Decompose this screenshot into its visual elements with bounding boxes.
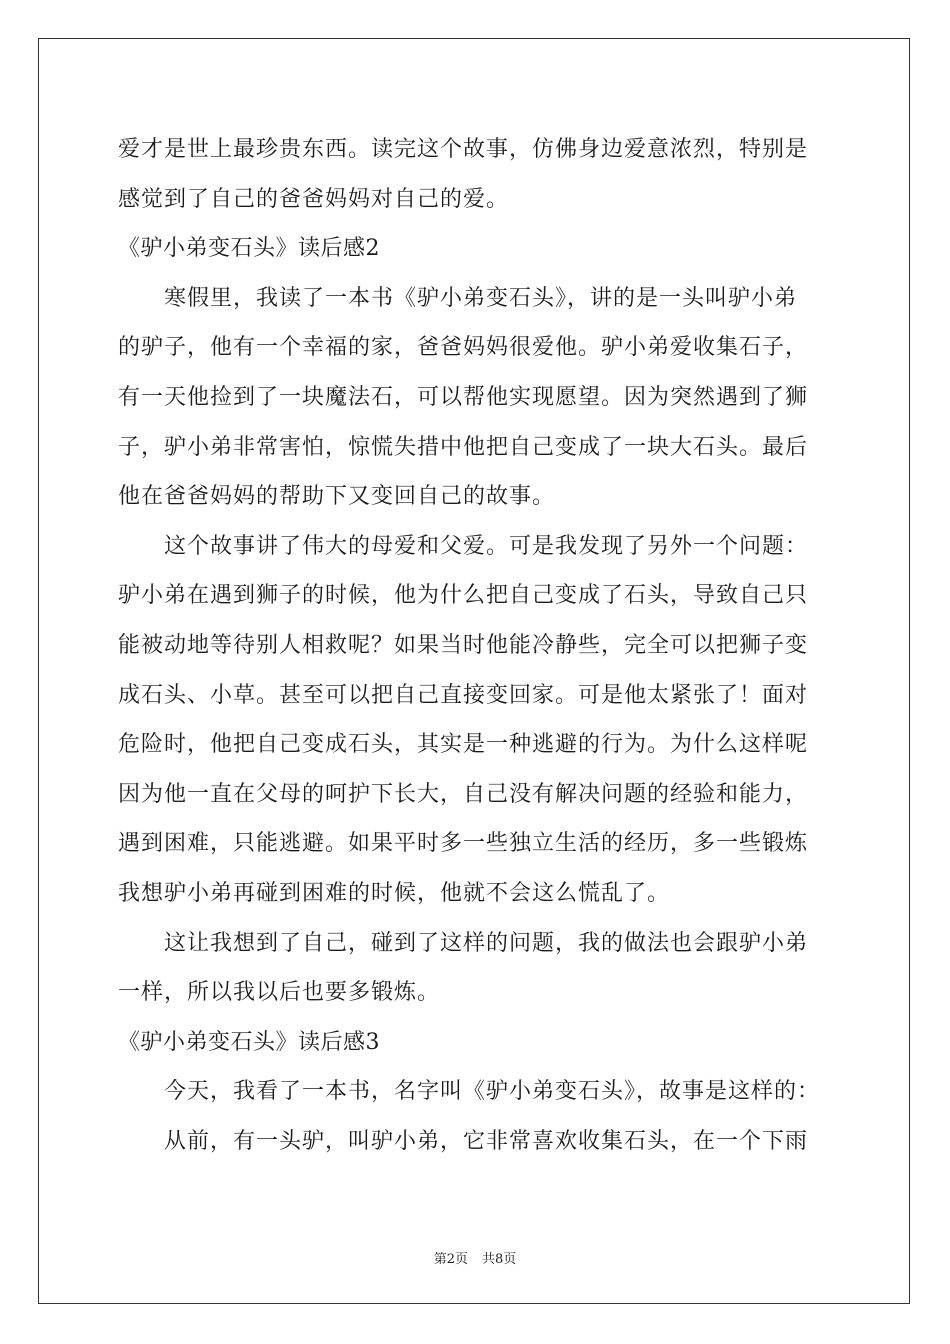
page-footer [0,1248,950,1267]
paragraph-line: 我想驴小弟再碰到困难的时候，他就不会这么慌乱了。 [118,880,671,906]
page-total: 共8页 [482,1252,517,1267]
paragraph-line: 寒假里，我读了一本书《驴小弟变石头》，讲的是一头叫驴小弟 [164,285,798,311]
paragraph-line: 一样，所以我以后也要多锻炼。 [118,980,441,1006]
paragraph-line: 这让我想到了自己，碰到了这样的问题，我的做法也会跟驴小弟 [164,930,809,956]
paragraph-line: 成石头、小草。甚至可以把自己直接变回家。可是他太紧张了！面对 [118,682,809,708]
paragraph-line: 今天，我看了一本书，名字叫《驴小弟变石头》，故事是这样的： [164,1079,821,1105]
document-body [118,125,834,1166]
section-heading: 《驴小弟变石头》读后感3 [118,1029,380,1055]
paragraph-line: 能被动地等待别人相救呢？如果当时他能冷静些，完全可以把狮子变 [118,632,809,658]
paragraph-line: 危险时，他把自己变成石头，其实是一种逃避的行为。为什么这样呢 [118,732,809,758]
paragraph-line: 感觉到了自己的爸爸妈妈对自己的爱。 [118,186,510,212]
paragraph-line: 从前，有一头驴，叫驴小弟，它非常喜欢收集石头，在一个下雨 [164,1128,809,1154]
paragraph-line: 遇到困难，只能逃避。如果平时多一些独立生活的经历，多一些锻炼 [118,831,809,857]
paragraph-line: 这个故事讲了伟大的母爱和父爱。可是我发现了另外一个问题： [164,533,809,559]
paragraph-line: 有一天他捡到了一块魔法石，可以帮他实现愿望。因为突然遇到了狮 [118,384,809,410]
paragraph-line: 的驴子，他有一个幸福的家，爸爸妈妈很爱他。驴小弟爱收集石子， [118,335,809,361]
paragraph-line: 他在爸爸妈妈的帮助下又变回自己的故事。 [118,484,556,510]
paragraph-line: 爱才是世上最珍贵东西。读完这个故事，仿佛身边爱意浓烈，特别是 [118,137,809,162]
paragraph-line: 驴小弟在遇到狮子的时候，他为什么把自己变成了石头，导致自己只 [118,583,809,609]
paragraph-line: 子，驴小弟非常害怕，惊慌失措中他把自己变成了一块大石头。最后 [118,434,809,460]
paragraph-line: 因为他一直在父母的呵护下长大，自己没有解决问题的经验和能力， [118,781,809,807]
section-heading: 《驴小弟变石头》读后感2 [118,236,380,262]
page-number: 第2页 [433,1252,468,1267]
